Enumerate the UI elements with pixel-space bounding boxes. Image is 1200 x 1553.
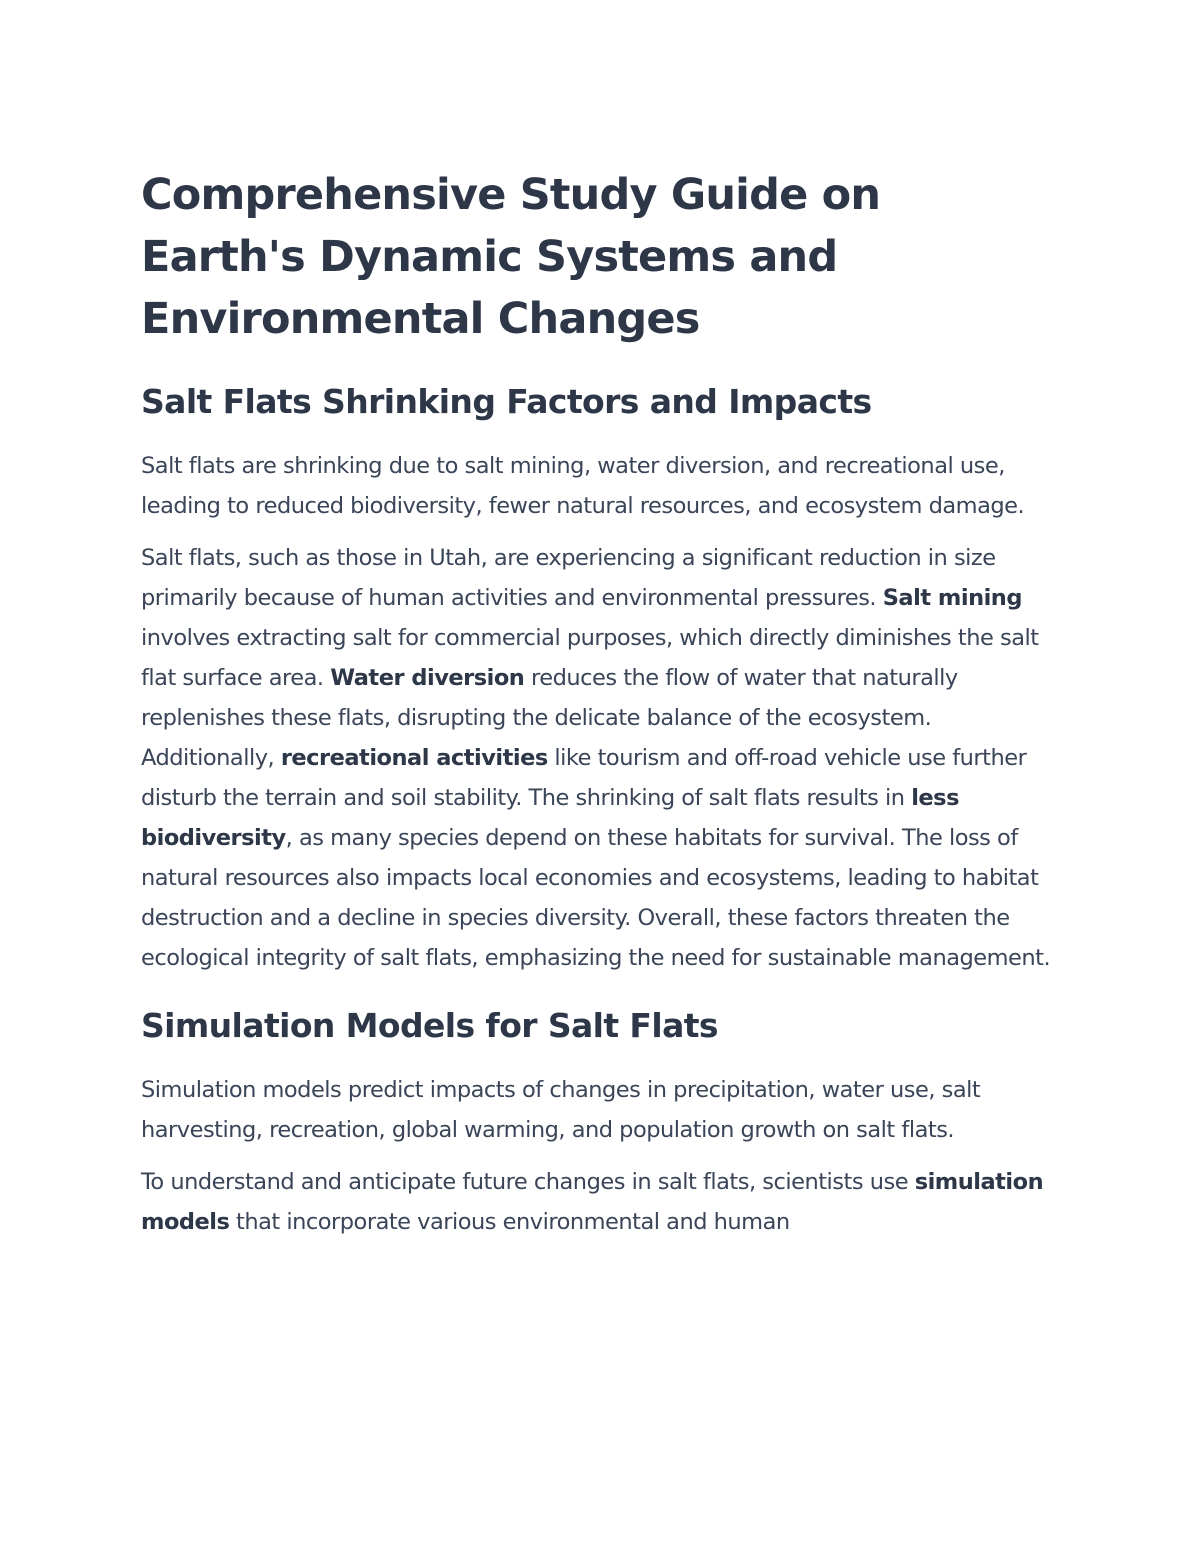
section-detail	[141, 1162, 1056, 1242]
document-page	[141, 164, 1056, 1242]
detail-text: Salt flats, such as those in Utah, are experiencing a significant reduction in size primarily because of human activities and environmental pressures.	[141, 545, 996, 611]
key-term: Salt mining	[882, 585, 1022, 611]
section-detail	[141, 538, 1056, 978]
section-summary: Simulation models predict impacts of changes in precipitation, water use, salt harvesting, recreation, global warming, and population growth on salt flats.	[141, 1077, 981, 1143]
key-term: recreational activities	[280, 745, 548, 771]
section-heading: Simulation Models for Salt Flats	[141, 1006, 718, 1045]
key-term: Water diversion	[330, 665, 525, 691]
section-simulation-models	[141, 1004, 1056, 1242]
document-title: Comprehensive Study Guide on Earth's Dynamic Systems and Environmental Changes	[141, 170, 881, 344]
section-heading: Salt Flats Shrinking Factors and Impacts	[141, 382, 872, 421]
detail-text: that incorporate various environmental and human	[229, 1209, 790, 1235]
key-term: less biodiversity	[141, 785, 959, 851]
detail-text: involves extracting salt for commercial purposes, which directly diminishes the salt flat surface area.	[141, 625, 1039, 691]
section-salt-flats-shrinking	[141, 380, 1056, 978]
section-summary: Salt flats are shrinking due to salt mining, water diversion, and recreational use, leading to reduced biodiversity, fewer natural resources, and ecosystem damage.	[141, 453, 1025, 519]
key-term: simulation models	[141, 1169, 1044, 1235]
detail-text: To understand and anticipate future changes in salt flats, scientists use	[141, 1169, 915, 1195]
detail-text: reduces the flow of water that naturally replenishes these flats, disrupting the delicate balance of the ecosystem. Additionally,	[141, 665, 958, 771]
detail-text: like tourism and off-road vehicle use further disturb the terrain and soil stability. The shrinking of salt flats results in	[141, 745, 1027, 811]
detail-text: , as many species depend on these habitats for survival. The loss of natural resources also impacts local economies and ecosystems, leading to habitat destruction and a decline in species diversity. Overall, these factors threaten the ecological integrity of salt flats, emphasizing the need for sustainable management.	[141, 825, 1051, 971]
